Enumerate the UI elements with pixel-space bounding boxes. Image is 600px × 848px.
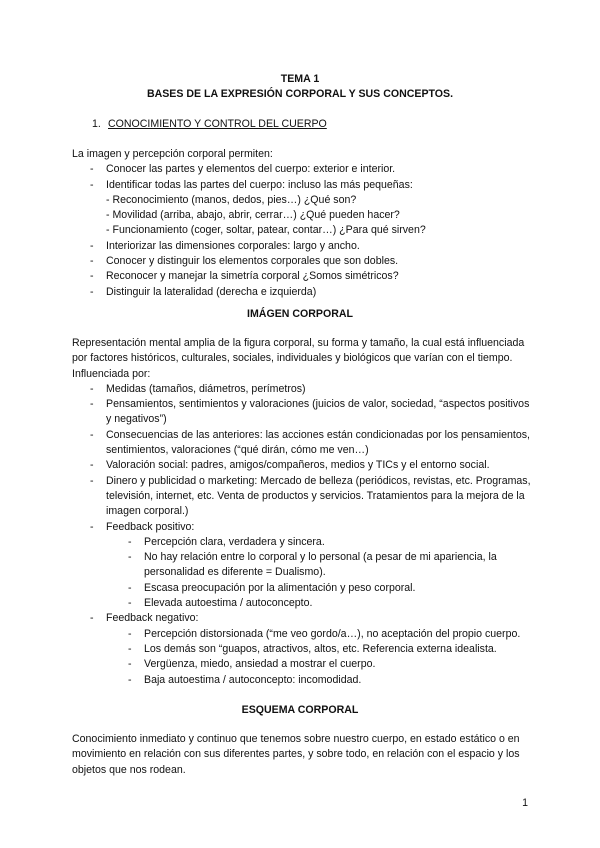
list-item: - Escasa preocupación por la alimentación y peso corporal. bbox=[72, 581, 532, 596]
list-item: - Elevada autoestima / autoconcepto. bbox=[72, 596, 532, 611]
document-title: TEMA 1 bbox=[280, 73, 320, 85]
list-item: - Percepción clara, verdadera y sincera. bbox=[72, 535, 532, 550]
feedback-positive-label: Feedback positivo: bbox=[106, 520, 195, 533]
list-item: - Reconocer y manejar la simetría corporal ¿Somos simétricos? bbox=[72, 269, 532, 284]
list-item: - Vergüenza, miedo, ansiedad a mostrar el cuerpo. bbox=[72, 657, 532, 672]
list-item: - Distinguir la lateralidad (derecha e izquierda) bbox=[72, 285, 532, 300]
list-item: - Consecuencias de las anteriores: las acciones están condicionadas por los pensamientos, sentimientos, valoraciones (“qué dirán, cómo me ven…) bbox=[72, 428, 532, 459]
section-1-list bbox=[72, 162, 532, 300]
feedback-negative-label: Feedback negativo: bbox=[106, 612, 199, 625]
list-item bbox=[72, 178, 532, 239]
list-item: - Conocer las partes y elementos del cuerpo: exterior e interior. bbox=[72, 162, 532, 177]
feedback-negative-list bbox=[72, 627, 532, 688]
section-2-intro: Representación mental amplia de la figura corporal, su forma y tamaño, la cual está influenciada por factores históricos, culturales, sociales, individuales y biológicos que varían con el tiempo. Influenciada por: bbox=[72, 337, 525, 380]
sub-item: - Reconocimiento (manos, dedos, pies…) ¿Qué son? bbox=[106, 193, 357, 206]
section-1-heading bbox=[92, 117, 327, 132]
section-2-body bbox=[72, 336, 532, 688]
section-1-body bbox=[72, 147, 532, 300]
feedback-positive-list bbox=[72, 535, 532, 611]
section-3-text: Conocimiento inmediato y continuo que tenemos sobre nuestro cuerpo, en estado estático o en movimiento en relación con sus diferentes partes, y sobre todo, en relación con el espacio y los objetos que nos rodean. bbox=[72, 733, 520, 776]
section-2-heading: IMÁGEN CORPORAL bbox=[247, 308, 353, 320]
page-number: 1 bbox=[522, 797, 528, 809]
list-item: - Los demás son “guapos, atractivos, altos, etc. Referencia externa idealista. bbox=[72, 642, 532, 657]
list-item: - Percepción distorsionada (“me veo gordo/a…), no aceptación del propio cuerpo. bbox=[72, 627, 532, 642]
list-item: - Interiorizar las dimensiones corporales: largo y ancho. bbox=[72, 239, 532, 254]
list-item bbox=[72, 611, 532, 626]
list-item: - Dinero y publicidad o marketing: Mercado de belleza (periódicos, revistas, etc. Programas, televisión, internet, etc. Venta de productos y servicios. Tratamientos para la mejora de la imagen corporal.) bbox=[72, 474, 532, 520]
list-item-text: Identificar todas las partes del cuerpo: incluso las más pequeñas: bbox=[106, 178, 413, 191]
section-2-list-cont bbox=[72, 611, 532, 626]
section-2-list bbox=[72, 382, 532, 535]
document-subtitle: BASES DE LA EXPRESIÓN CORPORAL Y SUS CONCEPTOS. bbox=[146, 88, 454, 100]
sub-item: - Funcionamiento (coger, soltar, patear, contar…) ¿Para qué sirven? bbox=[106, 224, 426, 237]
list-item: - No hay relación entre lo corporal y lo personal (a pesar de mi apariencia, la personalidad es diferente = Dualismo). bbox=[72, 550, 532, 581]
section-1-number: 1. bbox=[92, 118, 101, 130]
list-item: - Medidas (tamaños, diámetros, perímetros) bbox=[72, 382, 532, 397]
list-item bbox=[72, 520, 532, 535]
sub-item: - Movilidad (arriba, abajo, abrir, cerrar…) ¿Qué pueden hacer? bbox=[106, 209, 400, 222]
list-item: - Valoración social: padres, amigos/compañeros, medios y TICs y el entorno social. bbox=[72, 458, 532, 473]
section-3-heading: ESQUEMA CORPORAL bbox=[241, 704, 359, 716]
section-1-intro: La imagen y percepción corporal permiten: bbox=[72, 148, 273, 160]
list-item: - Baja autoestima / autoconcepto: incomodidad. bbox=[72, 673, 532, 688]
list-item: - Conocer y distinguir los elementos corporales que son dobles. bbox=[72, 254, 532, 269]
list-item: - Pensamientos, sentimientos y valoraciones (juicios de valor, sociedad, “aspectos positivos y negativos”) bbox=[72, 397, 532, 428]
section-1-heading-text: CONOCIMIENTO Y CONTROL DEL CUERPO bbox=[108, 118, 327, 130]
